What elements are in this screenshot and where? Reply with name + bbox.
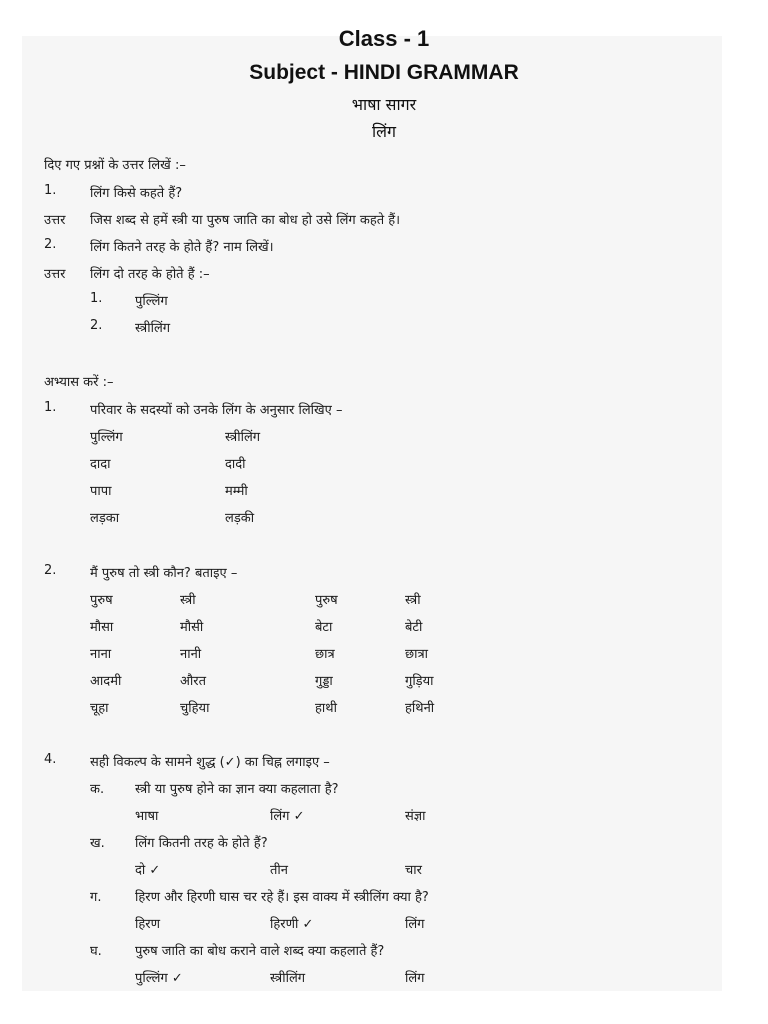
mcq-question: स्त्री या पुरुष होने का ज्ञान क्या कहलाता है? xyxy=(135,782,339,797)
exercise-1-prompt: परिवार के सदस्यों को उनके लिंग के अनुसार लिखिए – xyxy=(90,403,343,418)
ex1-header-masculine: पुल्लिंग xyxy=(90,430,123,445)
ex2-cell: बेटा xyxy=(315,620,333,635)
topic-title: लिंग xyxy=(371,122,396,141)
answer-2-label: उत्तर xyxy=(44,267,66,282)
ex2-cell: छात्र xyxy=(315,647,335,662)
ex2-header: स्त्री xyxy=(405,593,421,608)
mcq-label: घ. xyxy=(90,944,102,959)
exercise-1-number: 1. xyxy=(44,400,57,415)
mcq-option: भाषा xyxy=(135,809,159,824)
question-1-number: 1. xyxy=(44,183,57,198)
mcq-label: ख. xyxy=(90,836,105,851)
ex2-cell: गुड़िया xyxy=(405,674,434,689)
worksheet-page xyxy=(22,36,722,991)
ex2-cell: चुहिया xyxy=(180,701,210,716)
ex1-cell: लड़का xyxy=(90,511,120,526)
exercise-4-number: 4. xyxy=(44,752,57,767)
answer-2: लिंग दो तरह के होते हैं :– xyxy=(90,267,210,282)
mcq-question: पुरुष जाति का बोध कराने वाले शब्द क्या कहलाते हैं? xyxy=(135,944,385,959)
type-2-number: 2. xyxy=(90,318,103,333)
ex2-cell: मौसा xyxy=(90,620,114,635)
mcq-option: लिंग ✓ xyxy=(270,809,305,824)
book-title: भाषा सागर xyxy=(351,95,417,114)
ex2-cell: बेटी xyxy=(405,620,423,635)
ex2-cell: छात्रा xyxy=(405,647,429,662)
ex2-cell: आदमी xyxy=(90,674,122,689)
ex2-cell: मौसी xyxy=(180,620,204,635)
mcq-option: दो ✓ xyxy=(135,863,161,878)
exercise-2-prompt: मैं पुरुष तो स्त्री कौन? बताइए – xyxy=(90,566,238,581)
mcq-option: हिरण xyxy=(135,917,160,932)
type-2-name: स्त्रीलिंग xyxy=(135,321,171,336)
ex2-cell: औरत xyxy=(180,674,207,689)
ex2-cell: हाथी xyxy=(315,701,337,716)
mcq-label: ग. xyxy=(90,890,102,905)
practice-heading: अभ्यास करें :– xyxy=(44,375,114,390)
mcq-option: चार xyxy=(405,863,422,878)
ex2-header: पुरुष xyxy=(90,593,113,608)
ex1-cell: दादी xyxy=(225,457,246,472)
mcq-question: हिरण और हिरणी घास चर रहे हैं। इस वाक्य में स्त्रीलिंग क्या है? xyxy=(135,890,429,905)
ex1-cell: पापा xyxy=(90,484,112,499)
mcq-option: लिंग xyxy=(405,971,425,986)
question-2: लिंग कितने तरह के होते हैं? नाम लिखें। xyxy=(90,240,274,255)
ex1-header-feminine: स्त्रीलिंग xyxy=(225,430,261,445)
mcq-option: लिंग xyxy=(405,917,425,932)
type-1-name: पुल्लिंग xyxy=(135,294,168,309)
ex1-cell: मम्मी xyxy=(225,484,248,499)
mcq-label: क. xyxy=(90,782,105,797)
ex2-cell: नाना xyxy=(90,647,112,662)
exercise-4-prompt: सही विकल्प के सामने शुद्ध (✓) का चिह्न लगाइए – xyxy=(90,755,330,770)
qa-heading: दिए गए प्रश्नों के उत्तर लिखें :– xyxy=(44,158,186,173)
mcq-option: तीन xyxy=(270,863,288,878)
mcq-question: लिंग कितनी तरह के होते हैं? xyxy=(135,836,268,851)
ex1-cell: दादा xyxy=(90,457,111,472)
ex2-cell: चूहा xyxy=(90,701,109,716)
ex1-cell: लड़की xyxy=(225,511,255,526)
mcq-option: स्त्रीलिंग xyxy=(270,971,306,986)
class-title: Class - 1 xyxy=(338,26,430,51)
mcq-option: हिरणी ✓ xyxy=(270,917,314,932)
ex2-cell: नानी xyxy=(180,647,202,662)
mcq-option: संज्ञा xyxy=(405,809,426,824)
type-1-number: 1. xyxy=(90,291,103,306)
ex2-cell: हथिनी xyxy=(405,701,435,716)
question-1: लिंग किसे कहते हैं? xyxy=(90,186,183,201)
question-2-number: 2. xyxy=(44,237,57,252)
answer-1: जिस शब्द से हमें स्त्री या पुरुष जाति का बोध हो उसे लिंग कहते हैं। xyxy=(90,213,401,228)
subject-title: Subject - HINDI GRAMMAR xyxy=(249,61,519,84)
mcq-option: पुल्लिंग ✓ xyxy=(135,971,183,986)
exercise-2-number: 2. xyxy=(44,563,57,578)
ex2-header: पुरुष xyxy=(315,593,338,608)
ex2-cell: गुड्डा xyxy=(315,674,333,689)
answer-1-label: उत्तर xyxy=(44,213,66,228)
ex2-header: स्त्री xyxy=(180,593,196,608)
